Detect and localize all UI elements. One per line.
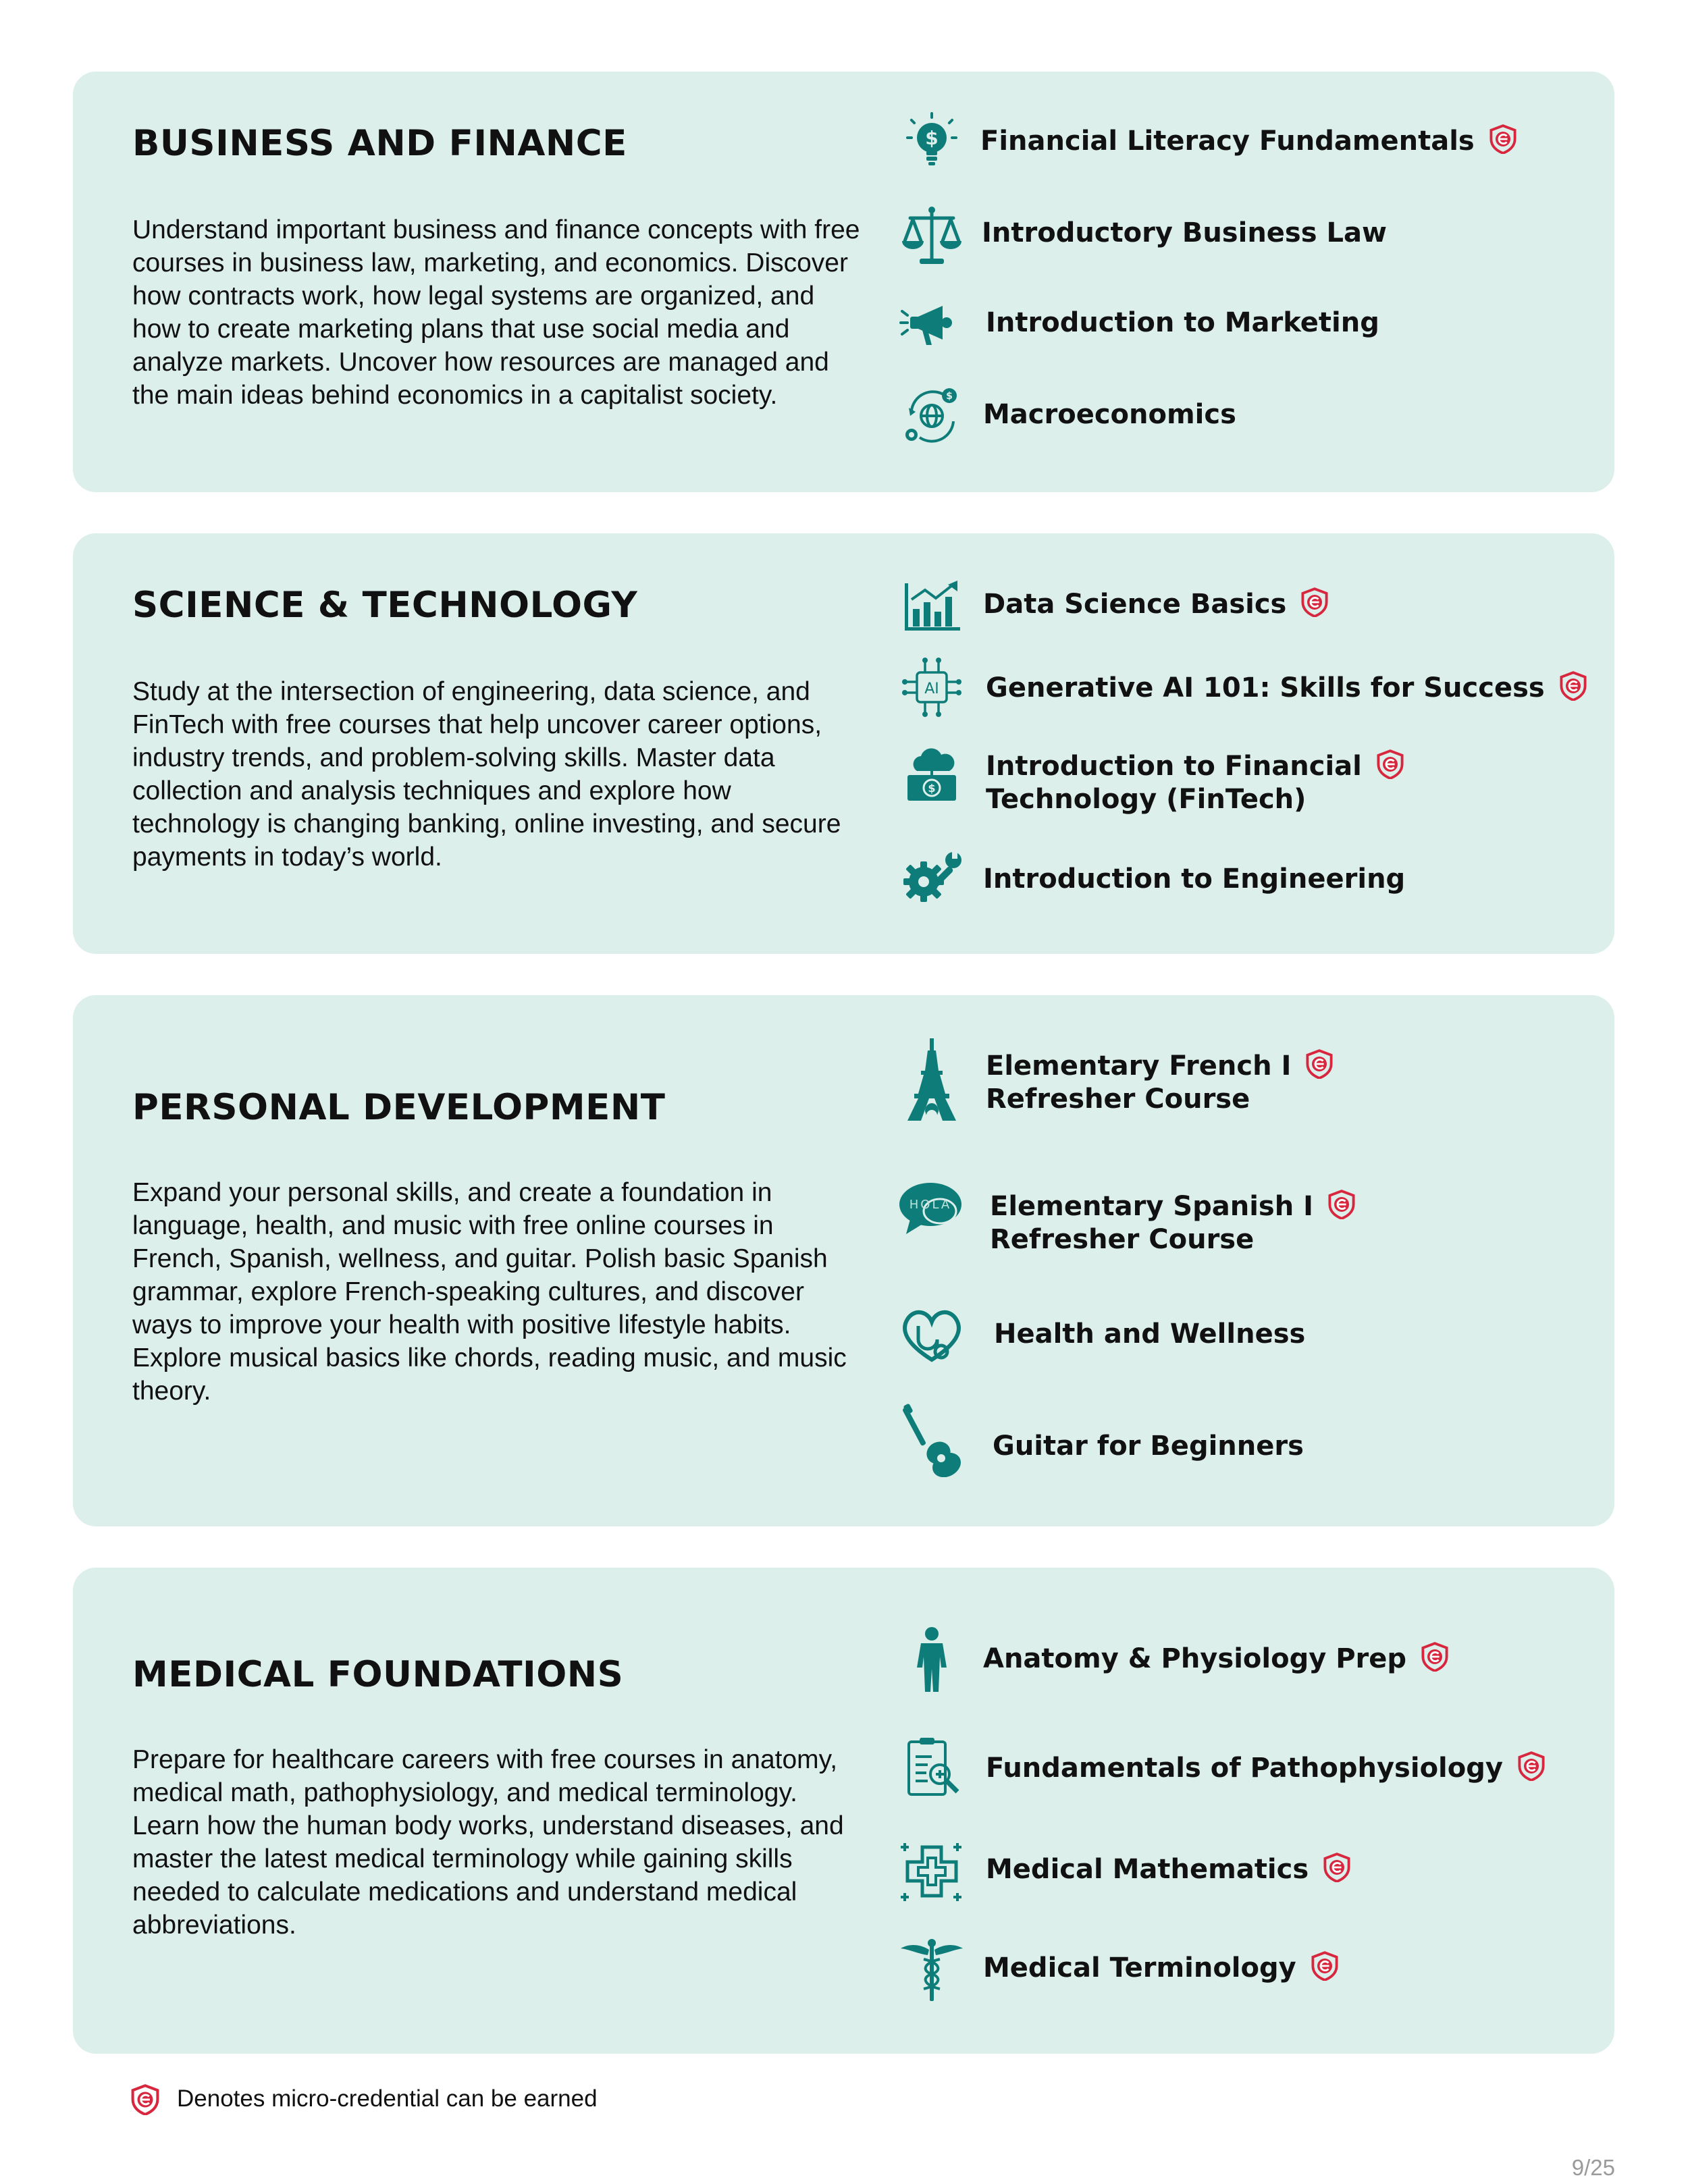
course-title: Introduction to Engineering xyxy=(983,863,1406,895)
micro-credential-badge-icon xyxy=(1310,1951,1340,1981)
guitar-icon xyxy=(898,1403,966,1477)
megaphone-icon xyxy=(898,291,966,358)
course-title: Introduction to Marketing xyxy=(986,307,1379,338)
course-medical-terminology[interactable] xyxy=(898,1936,1506,2004)
business-finance-panel xyxy=(73,72,1614,492)
micro-credential-badge-icon xyxy=(1516,1751,1546,1781)
eiffel-tower-icon xyxy=(898,1037,966,1125)
course-anatomy[interactable] xyxy=(898,1626,1506,1693)
heart-stethoscope-icon xyxy=(898,1302,966,1369)
course-macroeconomics[interactable] xyxy=(898,381,1506,448)
course-business-law[interactable] xyxy=(898,202,1506,269)
course-french[interactable] xyxy=(898,1037,1506,1125)
course-title: Elementary French I xyxy=(986,1050,1292,1082)
svg-text:$: $ xyxy=(928,782,936,795)
course-spanish[interactable] xyxy=(898,1175,1506,1256)
course-title-line2: Refresher Course xyxy=(986,1084,1250,1115)
course-pathophysiology[interactable] xyxy=(898,1734,1607,1801)
micro-credential-badge-icon xyxy=(1420,1642,1450,1672)
micro-credential-badge-icon xyxy=(1375,749,1405,779)
course-title: Financial Literacy Fundamentals xyxy=(980,126,1475,157)
personal-development-panel xyxy=(73,995,1614,1526)
course-guitar[interactable] xyxy=(898,1403,1506,1477)
course-title-line2: Technology (FinTech) xyxy=(986,784,1307,815)
section-description: Expand your personal skills, and create a foundation in language, health, and music with free online courses in French, Spanish, wellness, and guitar. Polish basic Spanish grammar, explore French-speaking cultures, and discover ways to improve your health with positive lifestyle habits. Explore musical basics like chords, reading music, and music theory. xyxy=(132,1178,847,1406)
cloud-money-icon xyxy=(898,744,966,811)
svg-text:$: $ xyxy=(946,391,953,402)
globe-cycle-dollar-icon xyxy=(898,381,966,448)
medical-foundations-panel xyxy=(73,1568,1614,2054)
course-fintech[interactable] xyxy=(898,744,1506,825)
course-data-science[interactable] xyxy=(898,570,1506,637)
course-generative-ai[interactable] xyxy=(898,654,1607,721)
svg-text:$: $ xyxy=(925,127,939,149)
section-title: MEDICAL FOUNDATIONS xyxy=(132,1654,624,1695)
section-title: SCIENCE & TECHNOLOGY xyxy=(132,585,638,626)
micro-credential-badge-icon xyxy=(1322,1853,1352,1882)
course-title: Data Science Basics xyxy=(983,589,1287,620)
course-title: Guitar for Beginners xyxy=(993,1431,1304,1462)
course-title: Introductory Business Law xyxy=(982,217,1387,248)
clipboard-magnifier-icon xyxy=(898,1734,966,1801)
course-title: Health and Wellness xyxy=(994,1319,1306,1350)
section-title: PERSONAL DEVELOPMENT xyxy=(132,1087,666,1128)
page-number: 9/25 xyxy=(1571,2155,1615,2180)
hola-speech-bubble-icon xyxy=(898,1175,966,1242)
course-medical-math[interactable] xyxy=(898,1838,1506,1905)
scales-of-justice-icon xyxy=(898,202,966,269)
course-title: Medical Mathematics xyxy=(986,1854,1309,1885)
medical-cross-icon xyxy=(898,1838,966,1905)
course-title: Anatomy & Physiology Prep xyxy=(983,1643,1407,1674)
lightbulb-dollar-icon xyxy=(898,108,966,176)
svg-text:AI: AI xyxy=(924,681,939,697)
course-title: Elementary Spanish I xyxy=(990,1191,1314,1222)
course-title: Fundamentals of Pathophysiology xyxy=(986,1753,1503,1784)
bar-chart-growth-icon xyxy=(898,570,966,637)
section-description: Study at the intersection of engineering, data science, and FinTech with free courses that help uncover career options, industry trends, and problem-solving skills. Master data collection and analysis techniques and explore how technology is changing banking, online investing, and secure payments in today’s world. xyxy=(132,677,841,872)
gear-wrench-icon xyxy=(898,845,966,913)
hola-text: HOLA xyxy=(909,1198,952,1212)
course-engineering[interactable] xyxy=(898,845,1506,913)
section-description: Understand important business and finance concepts with free courses in business law, marketing, and economics. Discover how contracts work, how legal systems are organized, and how to create marketing plans that use social media and analyze markets. Uncover how resources are managed and the main ideas behind economics in a capitalist society. xyxy=(132,215,860,410)
course-health-wellness[interactable] xyxy=(898,1302,1506,1369)
course-title: Generative AI 101: Skills for Success xyxy=(986,672,1545,703)
micro-credential-badge-icon xyxy=(1300,587,1329,617)
course-title: Macroeconomics xyxy=(983,399,1236,430)
ai-chip-icon xyxy=(898,654,966,721)
micro-credential-badge-icon xyxy=(1304,1049,1334,1079)
course-title: Introduction to Financial xyxy=(986,751,1362,782)
course-financial-literacy[interactable] xyxy=(898,108,1506,176)
human-body-icon xyxy=(898,1626,966,1693)
micro-credential-badge-icon xyxy=(1558,671,1588,701)
micro-credential-badge-icon xyxy=(1327,1190,1356,1219)
legend-text: Denotes micro-credential can be earned xyxy=(177,2085,598,2112)
micro-credential-badge-icon xyxy=(130,2084,161,2115)
micro-credential-badge-icon xyxy=(1488,124,1518,154)
course-marketing[interactable] xyxy=(898,291,1506,358)
section-description: Prepare for healthcare careers with free courses in anatomy, medical math, pathophysiology, and medical terminology. Learn how the human body works, understand diseases, and master the latest medical terminology while gaining skills needed to calculate medications and understand medical abbreviations. xyxy=(132,1745,844,1940)
section-title: BUSINESS AND FINANCE xyxy=(132,123,627,164)
caduceus-icon xyxy=(898,1936,966,2004)
course-title: Medical Terminology xyxy=(983,1952,1296,1983)
course-title-line2: Refresher Course xyxy=(990,1224,1255,1255)
science-technology-panel xyxy=(73,533,1614,954)
